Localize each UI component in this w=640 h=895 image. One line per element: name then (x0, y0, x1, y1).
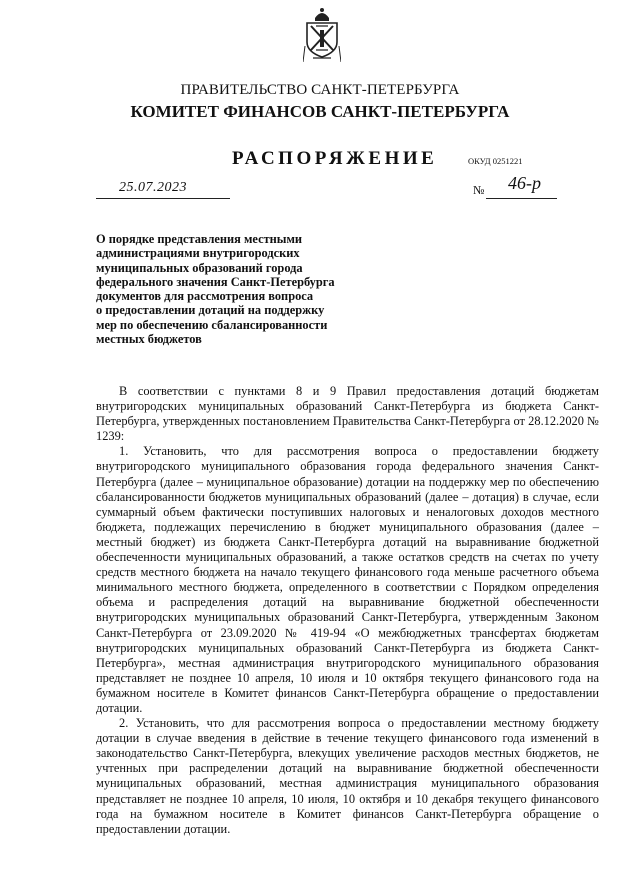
document-subject (96, 232, 366, 346)
date-underline (96, 198, 230, 199)
subject-line: местных бюджетов (96, 332, 202, 347)
preamble-paragraph: В соответствии с пунктами 8 и 9 Правил предоставления дотаций бюджетам внутригородских муниципальных образований Санкт-Петербурга из бюджета Санкт-Петербурга, утвержденных постановлением Правительства Санкт-Петербурга от 28.12.2020 № 1239: (96, 384, 599, 444)
number-underline (486, 198, 557, 199)
subject-line: документов для рассмотрения вопроса (96, 289, 314, 304)
document-date: 25.07.2023 (119, 180, 187, 195)
okud-code: ОКУД 0251221 (468, 156, 523, 166)
document-type: РАСПОРЯЖЕНИЕ (232, 148, 438, 169)
point-1-paragraph: 1. Установить, что для рассмотрения вопроса о предоставлении бюджету внутригородского муниципального образования города федерального значения Санкт-Петербурга (далее – муниципальное образование) дотации на поддержку мер по обеспечению сбалансированности бюджетов муниципальных образований (далее – дотация) в случае, если суммарный объем фактически поступивших налоговых и неналоговых доходов местного бюджета, подлежащих перечислению в бюджет муниципального образования (далее – местный бюджет) из бюджета Санкт-Петербурга дотаций на выравнивание бюджетной обеспеченности муниципальных образований, а также остатков средств на счетах по учету средств местного бюджета на начало текущего финансового года меньше расчетного объема минимального местного бюджета, определенного в соответствии с Порядком определения объема и распределения дотаций на выравнивание бюджетной обеспеченности внутригородских муниципальных образований Санкт-Петербурга, утвержденным Законом Санкт-Петербурга от 23.09.2020 № 419-94 «О межбюджетных трансфертах бюджетам внутригородских муниципальных образований Санкт-Петербурга из бюджета Санкт-Петербурга», местная администрация внутригородского муниципального образования представляет не позднее 10 апреля, 10 июля и 10 октября текущего финансового года на бумажном носителе в Комитет финансов Санкт-Петербурга обращение о предоставлении дотации. (96, 444, 599, 715)
subject-line: муниципальных образований города (96, 260, 303, 275)
coat-of-arms-icon (303, 6, 341, 64)
point-2-paragraph: 2. Установить, что для рассмотрения вопроса о предоставлении местному бюджету дотации в случае введения в действие в течение текущего финансового года изменений в законодательство Санкт-Петербурга, влекущих увеличение расходов местных бюджетов, не учтенных при распределении дотаций на выравнивание бюджетной обеспеченности муниципальных образований, местная администрация муниципального образования представляет не позднее 10 апреля, 10 июля, 10 октября и 10 декабря текущего финансового года на бумажном носителе в Комитет финансов Санкт-Петербурга обращение о предоставлении дотации. (96, 716, 599, 836)
subject-line: мер по обеспечению сбалансированности (96, 317, 328, 332)
committee-title: КОМИТЕТ ФИНАНСОВ САНКТ-ПЕТЕРБУРГА (130, 102, 510, 121)
government-title: ПРАВИТЕЛЬСТВО САНКТ-ПЕТЕРБУРГА (180, 82, 460, 98)
subject-line: администрациями внутригородских (96, 246, 300, 261)
document-number: 46-р (508, 173, 541, 193)
subject-line: о предоставлении дотаций на поддержку (96, 303, 325, 318)
number-label: № (473, 183, 485, 197)
subject-line: федерального значения Санкт-Петербурга (96, 274, 335, 289)
subject-line: О порядке представления местными (96, 232, 303, 246)
document-body (96, 384, 599, 837)
